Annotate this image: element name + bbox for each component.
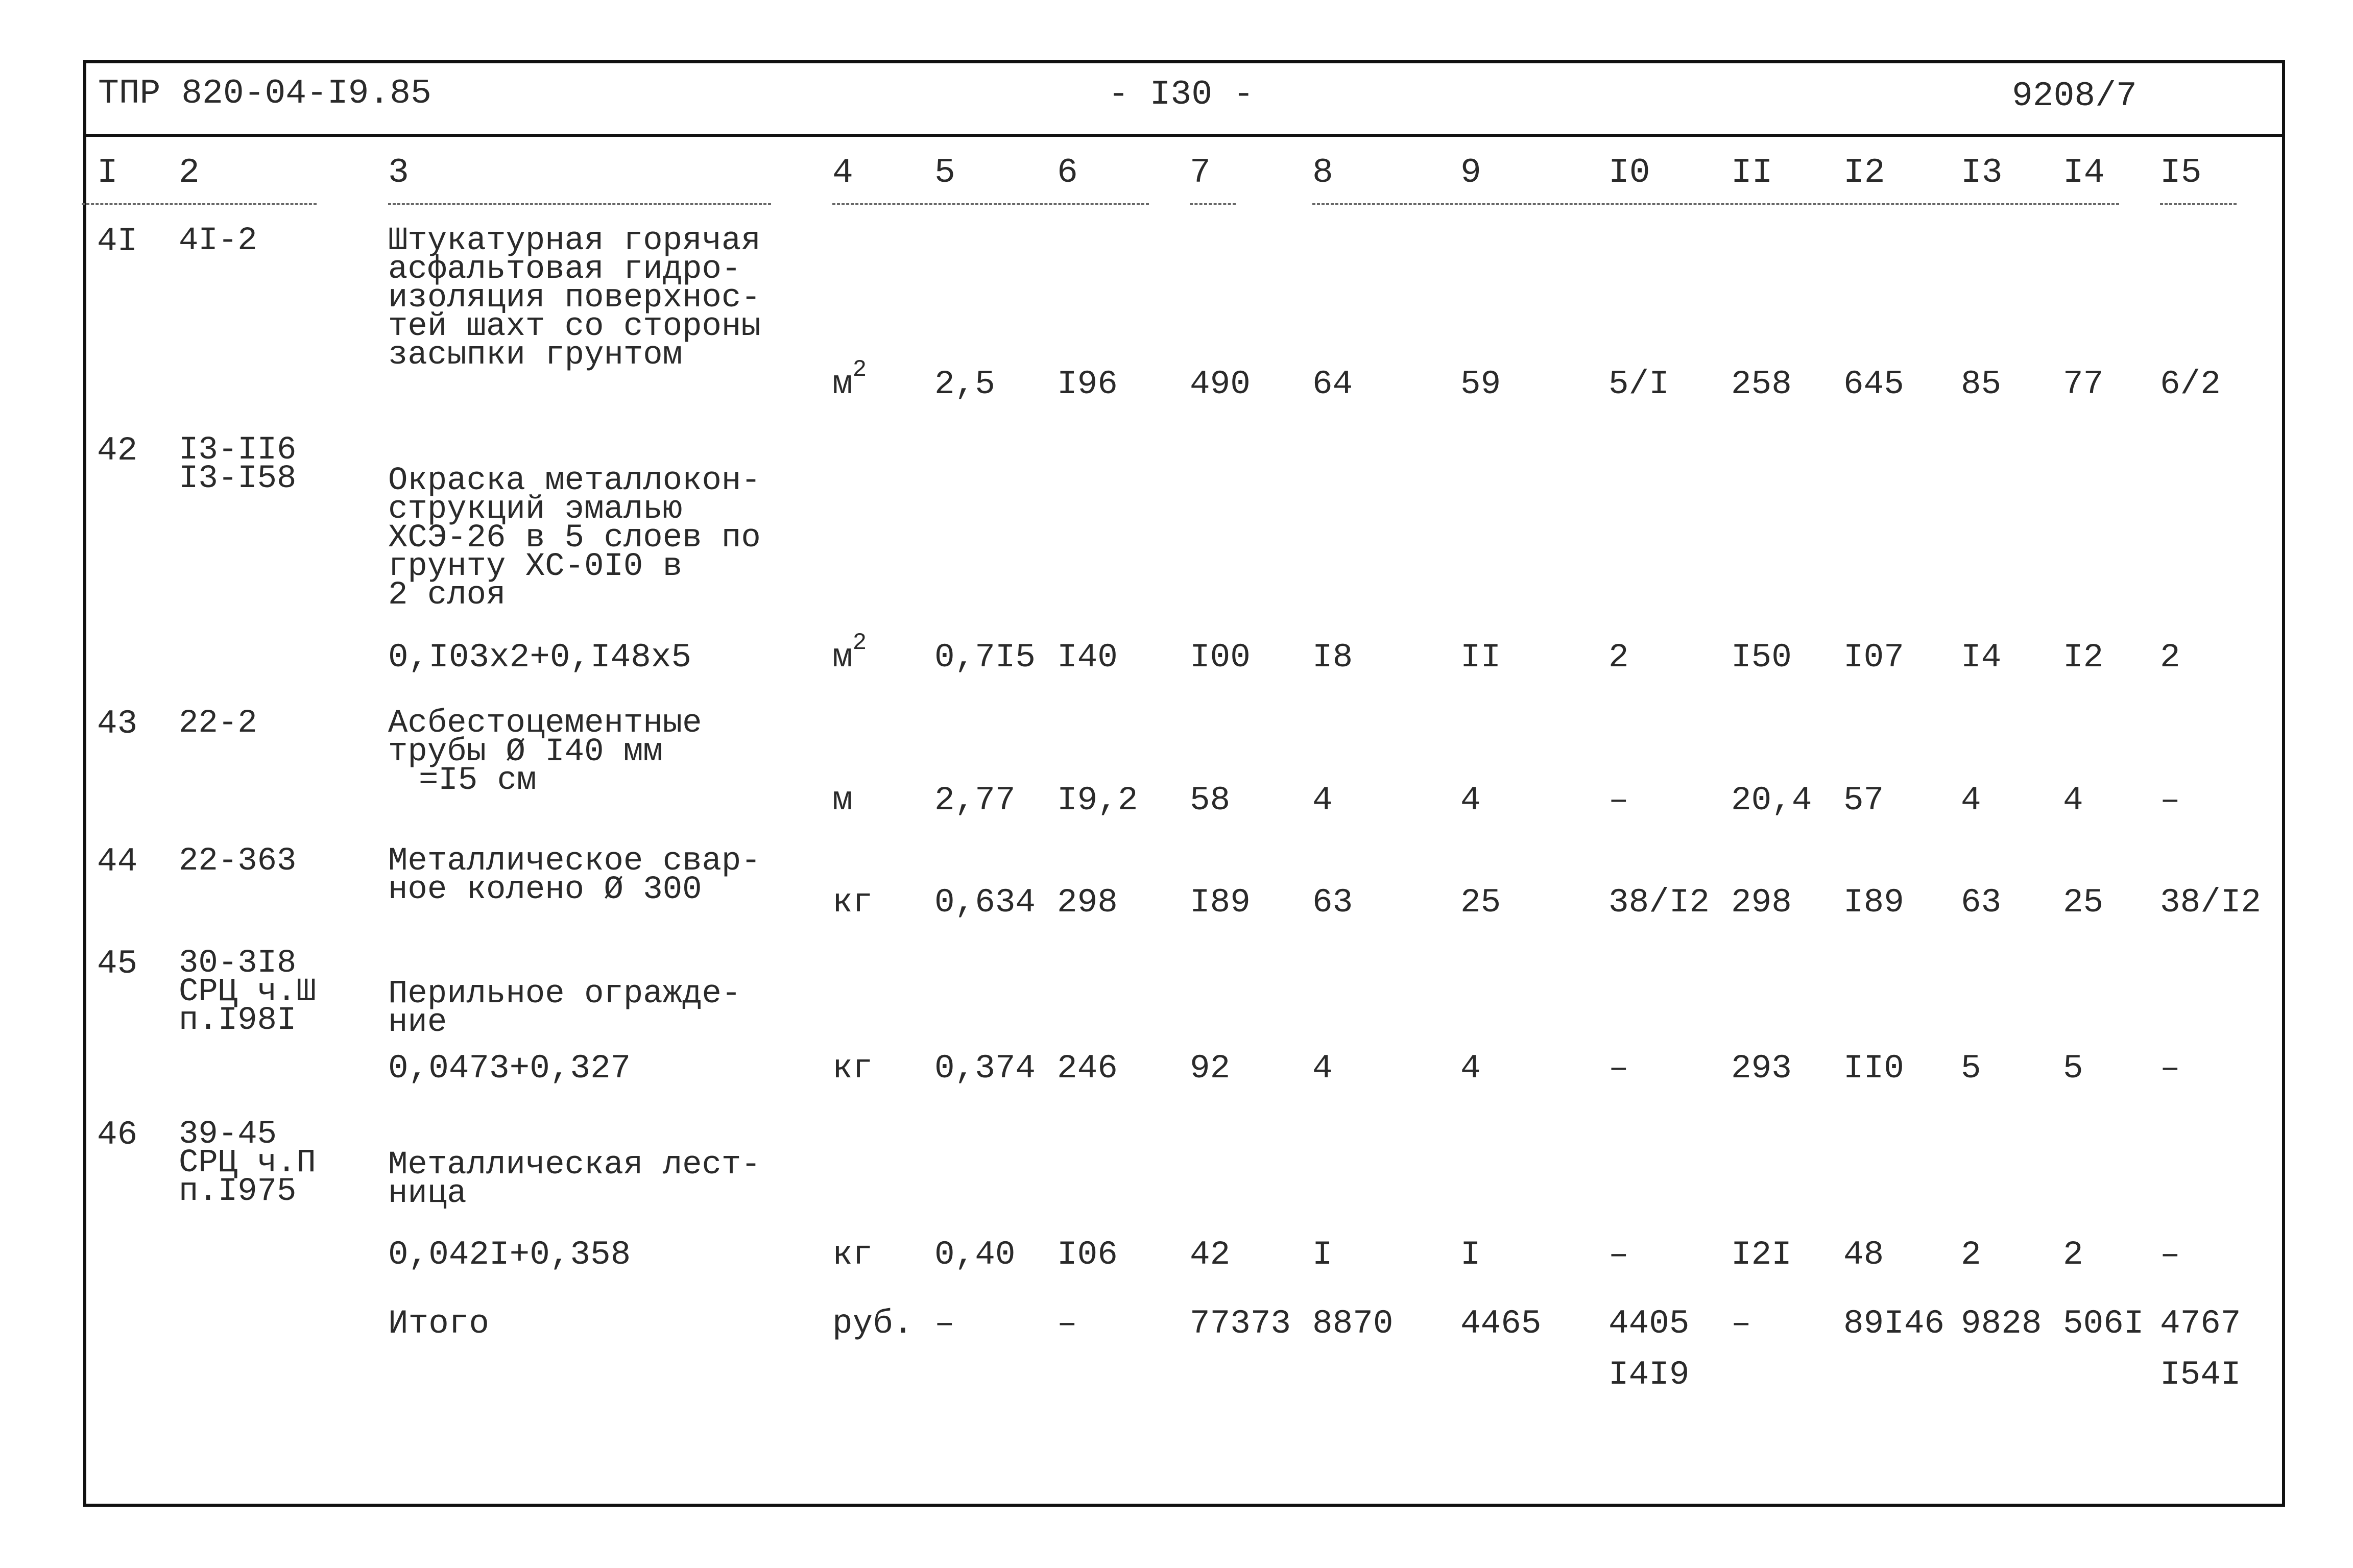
row-value-col-10: –: [1608, 1236, 1629, 1274]
row-value-col-14: 2: [2063, 1236, 2083, 1274]
header-underline: [2160, 203, 2237, 205]
header-underline: [832, 203, 1149, 205]
total-value-col-10: 4405: [1608, 1305, 1690, 1343]
row-value-col-10: 38/I2: [1608, 883, 1710, 922]
row-description-line: грунту ХС-0I0 в: [388, 548, 683, 585]
row-value-col-5: 0,634: [934, 883, 1036, 922]
column-header-2: 2: [179, 153, 200, 192]
row-value-col-12: 48: [1843, 1236, 1884, 1274]
row-value-col-14: 25: [2063, 883, 2104, 922]
row-value-col-7: 490: [1190, 365, 1251, 403]
row-value-col-6: 246: [1057, 1049, 1118, 1088]
row-formula: 0,I03x2+0,I48x5: [388, 638, 692, 677]
column-header-3: 3: [388, 153, 409, 192]
row-description-line: Асбестоцементные: [388, 705, 702, 742]
header-underline: [82, 203, 317, 205]
row-value-col-12: 645: [1843, 365, 1904, 403]
row-value-col-15: –: [2160, 781, 2180, 819]
row-description-line: Металлическая лест-: [388, 1147, 761, 1184]
row-value-col-11: 20,4: [1731, 781, 1812, 819]
row-unit: кг: [832, 1049, 873, 1088]
row-code: 22-2: [179, 705, 257, 742]
row-code: 22-363: [179, 843, 297, 880]
row-code: СРЦ ч.П: [179, 1145, 316, 1181]
row-value-col-10: –: [1608, 781, 1629, 819]
row-code: п.I975: [179, 1173, 297, 1210]
row-number: 43: [97, 705, 138, 743]
column-header-7: 7: [1190, 153, 1211, 192]
row-description-line: =I5 см: [419, 762, 537, 799]
column-header-13: I3: [1961, 153, 2003, 192]
row-value-col-15: –: [2160, 1236, 2180, 1274]
total-value-col-9: 4465: [1460, 1305, 1542, 1343]
row-number: 44: [97, 842, 138, 881]
row-value-col-12: 57: [1843, 781, 1884, 819]
page-number: - I30 -: [1108, 75, 1254, 114]
row-value-col-9: 4: [1460, 1049, 1481, 1088]
row-value-col-15: 2: [2160, 638, 2180, 677]
column-header-15: I5: [2160, 153, 2202, 192]
total-label: Итого: [388, 1305, 490, 1343]
row-description-line: ХСЭ-26 в 5 слоев по: [388, 520, 761, 557]
row-value-col-6: I9,2: [1057, 781, 1138, 819]
header-underline: [388, 203, 771, 205]
row-number: 45: [97, 945, 138, 983]
sheet-code: 9208/7: [2012, 77, 2137, 116]
row-description-line: Штукатурная горячая: [388, 223, 761, 259]
row-value-col-11: 298: [1731, 883, 1792, 922]
row-value-col-5: 2,5: [934, 365, 995, 403]
column-header-1: I: [97, 153, 118, 192]
row-value-col-14: 4: [2063, 781, 2083, 819]
row-value-col-5: 0,374: [934, 1049, 1036, 1088]
row-value-col-14: 5: [2063, 1049, 2083, 1088]
row-value-col-6: I96: [1057, 365, 1118, 403]
row-value-col-8: 63: [1312, 883, 1353, 922]
row-unit: кг: [832, 883, 873, 922]
row-formula: 0,0473+0,327: [388, 1049, 631, 1088]
row-number: 4I: [97, 222, 138, 260]
row-value-col-13: 4: [1961, 781, 1981, 819]
row-value-col-13: 2: [1961, 1236, 1981, 1274]
total-value-col-15: 4767: [2160, 1305, 2241, 1343]
total-value-col-6: –: [1057, 1305, 1077, 1343]
row-description-line: изоляция поверхнос-: [388, 280, 761, 317]
row-description-line: засыпки грунтом: [388, 337, 683, 374]
row-value-col-15: –: [2160, 1049, 2180, 1088]
row-value-col-12: I89: [1843, 883, 1904, 922]
row-value-col-13: 85: [1961, 365, 2002, 403]
column-header-5: 5: [934, 153, 955, 192]
row-value-col-11: I2I: [1731, 1236, 1792, 1274]
row-code: 4I-2: [179, 223, 257, 259]
row-code: 30-3I8: [179, 945, 297, 982]
row-unit: $м^2$: [832, 630, 867, 677]
row-value-col-11: I50: [1731, 638, 1792, 677]
row-description-line: 2 слоя: [388, 577, 506, 614]
row-value-col-12: I07: [1843, 638, 1904, 677]
row-unit: кг: [832, 1236, 873, 1274]
row-unit: $м^2$: [832, 356, 867, 403]
unit-superscript: 2: [852, 356, 867, 383]
total-value-col-13: 9828: [1961, 1305, 2042, 1343]
total-value-col-14: 506I: [2063, 1305, 2144, 1343]
row-value-col-14: I2: [2063, 638, 2104, 677]
row-number: 42: [97, 431, 138, 470]
row-value-col-7: 92: [1190, 1049, 1231, 1088]
row-code: 39-45: [179, 1116, 277, 1153]
header-divider: [83, 134, 2282, 137]
row-description-line: ное колено Ø 300: [388, 872, 702, 908]
row-value-col-15: 38/I2: [2160, 883, 2262, 922]
row-code: п.I98I: [179, 1002, 297, 1039]
column-header-14: I4: [2063, 153, 2105, 192]
row-value-col-8: I: [1312, 1236, 1333, 1274]
row-value-col-9: 25: [1460, 883, 1501, 922]
row-description-line: тей шахт со стороны: [388, 308, 761, 345]
total-value2-col-15: I54I: [2160, 1356, 2241, 1394]
row-value-col-13: I4: [1961, 638, 2002, 677]
row-value-col-9: 59: [1460, 365, 1501, 403]
column-header-8: 8: [1312, 153, 1333, 192]
row-value-col-5: 0,40: [934, 1236, 1016, 1274]
row-formula: 0,042I+0,358: [388, 1236, 631, 1274]
row-value-col-9: I: [1460, 1236, 1481, 1274]
row-unit: м: [832, 781, 853, 819]
row-value-col-10: 2: [1608, 638, 1629, 677]
row-description-line: Перильное огражде-: [388, 976, 741, 1012]
total-unit: руб.: [832, 1305, 914, 1343]
row-value-col-9: II: [1460, 638, 1501, 677]
row-value-col-8: I8: [1312, 638, 1353, 677]
row-value-col-5: 0,7I5: [934, 638, 1036, 677]
row-value-col-6: 298: [1057, 883, 1118, 922]
total-value-col-7: 77373: [1190, 1305, 1291, 1343]
row-value-col-15: 6/2: [2160, 365, 2221, 403]
column-header-12: I2: [1843, 153, 1885, 192]
row-value-col-10: 5/I: [1608, 365, 1669, 403]
row-description-line: струкций эмалью: [388, 491, 683, 528]
row-value-col-7: I00: [1190, 638, 1251, 677]
row-value-col-9: 4: [1460, 781, 1481, 819]
total-value-col-11: –: [1731, 1305, 1751, 1343]
row-value-col-8: 64: [1312, 365, 1353, 403]
row-value-col-6: I40: [1057, 638, 1118, 677]
column-header-6: 6: [1057, 153, 1078, 192]
column-header-10: I0: [1608, 153, 1650, 192]
header-underline: [1190, 203, 1236, 205]
row-code: СРЦ ч.Ш: [179, 974, 316, 1010]
row-code: I3-I58: [179, 461, 297, 497]
row-value-col-7: 58: [1190, 781, 1231, 819]
row-value-col-11: 258: [1731, 365, 1792, 403]
row-value-col-5: 2,77: [934, 781, 1016, 819]
row-value-col-10: –: [1608, 1049, 1629, 1088]
row-value-col-13: 5: [1961, 1049, 1981, 1088]
row-value-col-12: II0: [1843, 1049, 1904, 1088]
row-number: 46: [97, 1116, 138, 1154]
row-description-line: Металлическое свар-: [388, 843, 761, 880]
row-value-col-8: 4: [1312, 781, 1333, 819]
column-header-9: 9: [1460, 153, 1481, 192]
row-value-col-14: 77: [2063, 365, 2104, 403]
row-value-col-6: I06: [1057, 1236, 1118, 1274]
column-header-4: 4: [832, 153, 853, 192]
row-value-col-13: 63: [1961, 883, 2002, 922]
row-value-col-7: 42: [1190, 1236, 1231, 1274]
row-description-line: асфальтовая гидро-: [388, 251, 741, 288]
total-value-col-5: –: [934, 1305, 955, 1343]
row-description-line: ние: [388, 1004, 447, 1041]
row-description-line: Окраска металлокон-: [388, 463, 761, 499]
row-value-col-7: I89: [1190, 883, 1251, 922]
row-code: I3-II6: [179, 432, 297, 469]
total-value-col-12: 89I46: [1843, 1305, 1945, 1343]
row-description-line: ница: [388, 1175, 467, 1212]
doc-code: ТПР 820-04-I9.85: [98, 74, 431, 113]
row-description-line: трубы Ø I40 мм: [388, 734, 663, 770]
row-value-col-8: 4: [1312, 1049, 1333, 1088]
header-underline: [1312, 203, 2119, 205]
row-value-col-11: 293: [1731, 1049, 1792, 1088]
column-header-11: II: [1731, 153, 1773, 192]
total-value2-col-10: I4I9: [1608, 1356, 1690, 1394]
unit-superscript: 2: [852, 630, 867, 656]
total-value-col-8: 8870: [1312, 1305, 1394, 1343]
